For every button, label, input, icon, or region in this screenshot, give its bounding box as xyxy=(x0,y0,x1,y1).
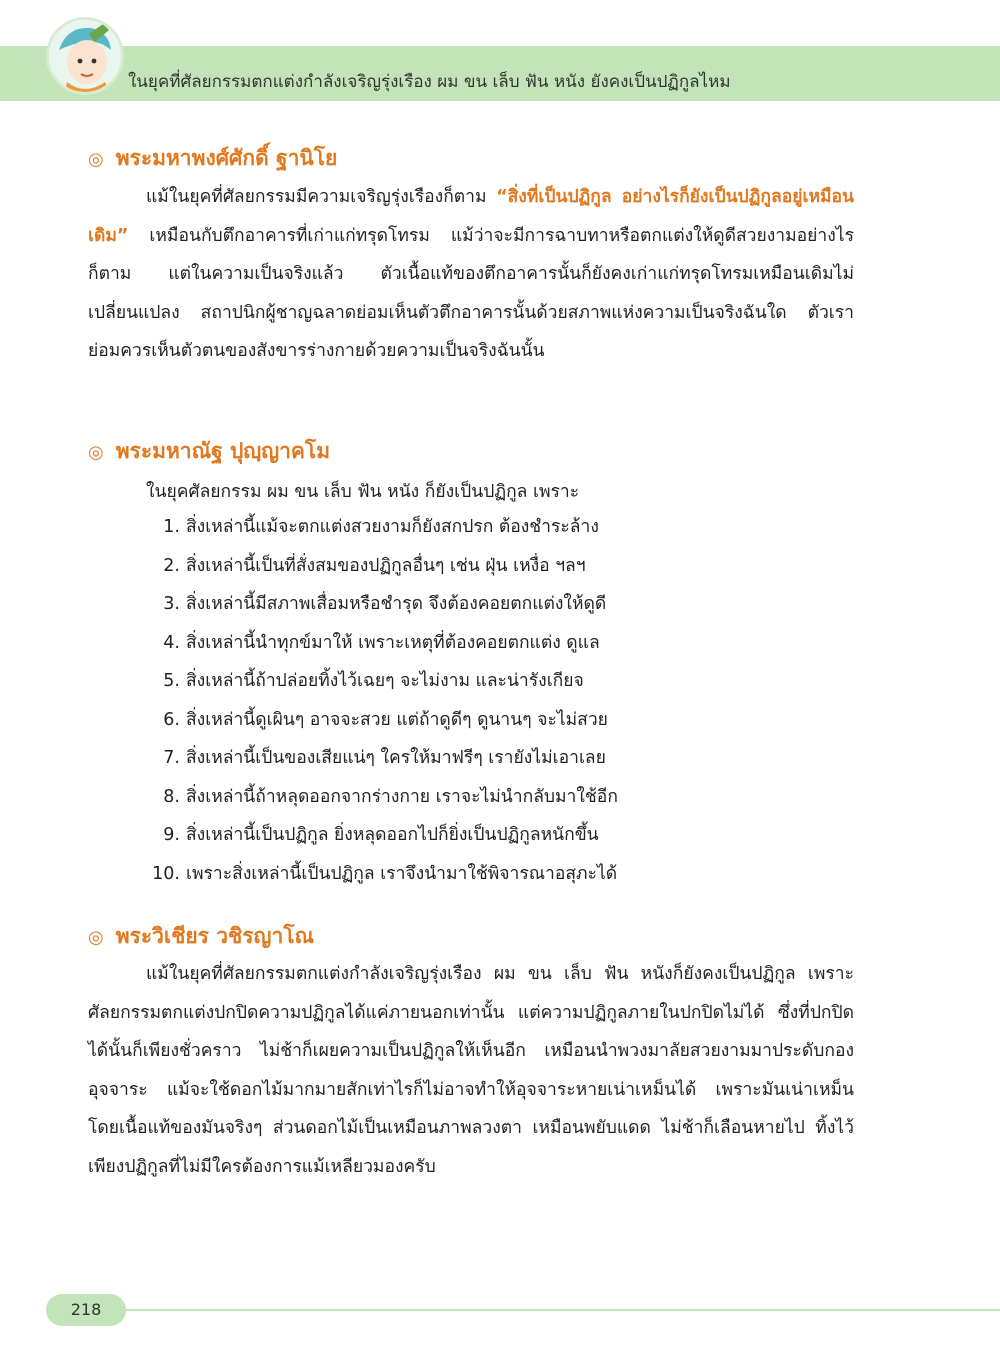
list-item-number: 7. xyxy=(163,748,180,768)
avatar xyxy=(46,17,124,95)
section-heading-3 xyxy=(88,920,314,954)
section-heading-text: พระมหาณัฐ ปุญฺญาคโม xyxy=(115,439,331,463)
list-item xyxy=(0,781,720,813)
list-item xyxy=(0,588,720,620)
list-item xyxy=(0,819,720,851)
bullet-icon: ◎ xyxy=(88,149,104,170)
list-item-number: 1. xyxy=(163,517,180,537)
list-item-number: 6. xyxy=(163,709,180,730)
list-item-text: สิ่งเหล่านี้ดูเผินๆ อาจจะสวย แต่ถ้าดูดีๆ ดูนานๆ จะไม่สวย xyxy=(186,709,608,730)
section-1-paragraph xyxy=(88,178,854,371)
list-item-text: สิ่งเหล่านี้เป็นที่สั่งสมของปฏิกูลอื่นๆ เช่น ฝุ่น เหงื่อ ฯลฯ xyxy=(186,555,586,576)
page-number: 218 xyxy=(46,1294,126,1326)
section-heading-1 xyxy=(88,142,337,176)
list-item xyxy=(0,627,720,659)
bullet-icon: ◎ xyxy=(88,927,104,948)
section-heading-2 xyxy=(88,435,330,469)
list-item-number: 8. xyxy=(163,786,180,807)
paragraph-text-after: เหมือนกับตึกอาคารที่เก่าแก่ทรุดโทรม แม้ว่าจะมีการฉาบทาหรือตกแต่งให้ดูดีสวยงามอย่างไรก็ตาม แต่ในความเป็นจริงแล้ว ตัวเนื้อแท้ของตึกอาคารนั้นก็ยังคงเก่าแก่ทรุดโทรมเหมือนเดิมไม่เปลี่ยนแปลง สถาปนิกผู้ชาญฉลาดย่อมเห็นตัวตึกอาคารนั้นด้วยสภาพแห่งความเป็นจริงฉันใด ตัวเราย่อมควรเห็นตัวตนของสังขารร่างกายด้วยความเป็นจริงฉันนั้น xyxy=(88,225,854,361)
list-item-text: สิ่งเหล่านี้แม้จะตกแต่งสวยงามก็ยังสกปรก ต้องชำระล้าง xyxy=(186,517,599,537)
section-3-paragraph xyxy=(88,955,854,1186)
list-item xyxy=(0,665,720,697)
list-item xyxy=(0,858,720,890)
paragraph-text-before: แม้ในยุคที่ศัลยกรรมมีความเจริญรุ่งเรืองก็ตาม xyxy=(146,187,497,207)
list-item-text: เพราะสิ่งเหล่านี้เป็นปฏิกูล เราจึงนำมาใช้พิจารณาอสุภะได้ xyxy=(186,863,618,884)
list-item-number: 5. xyxy=(163,671,180,691)
list-item-text: สิ่งเหล่านี้ถ้าปล่อยทิ้งไว้เฉยๆ จะไม่งาม และน่ารังเกียจ xyxy=(186,671,584,691)
list-item-text: สิ่งเหล่านี้นำทุกข์มาให้ เพราะเหตุที่ต้องคอยตกแต่ง ดูแล xyxy=(186,632,600,653)
reasons-intro: ในยุคศัลยกรรม ผม ขน เล็บ ฟัน หนัง ก็ยังเป็นปฏิกูล เพราะ xyxy=(146,482,580,502)
list-item-number: 4. xyxy=(163,632,180,653)
paragraph-text: แม้ในยุคที่ศัลยกรรมตกแต่งกำลังเจริญรุ่งเรือง ผม ขน เล็บ ฟัน หนังก็ยังคงเป็นปฏิกูล เพราะศัลยกรรมตกแต่งปกปิดความปฏิกูลได้แค่ภายนอกเท่านั้น แต่ความปฏิกูลภายในปกปิดไม่ได้ ซึ่งที่ปกปิดได้นั้นก็เพียงชั่วคราว ไม่ช้าก็เผยความเป็นปฏิกูลให้เห็นอีก เหมือนนำพวงมาลัยสวยงามมาประดับกองอุจจาระ แม้จะใช้ดอกไม้มากมายสักเท่าไรก็ไม่อาจทำให้อุจจาระหายเน่าเหม็นได้ เพราะมันเน่าเหม็นโดยเนื้อแท้ของมันจริงๆ ส่วนดอกไม้เป็นเหมือนภาพลวงตา เหมือนพยับแดด ไม่ช้าก็เลือนหายไป ทิ้งไว้เพียงปฏิกูลที่ไม่มีใครต้องการแม้เหลียวมองครับ xyxy=(88,964,854,1177)
list-item-text: สิ่งเหล่านี้ถ้าหลุดออกจากร่างกาย เราจะไม่นำกลับมาใช้อีก xyxy=(186,786,618,807)
bullet-icon: ◎ xyxy=(88,442,104,463)
list-item xyxy=(0,742,720,774)
list-item-text: สิ่งเหล่านี้เป็นปฏิกูล ยิ่งหลุดออกไปก็ยิ่งเป็นปฏิกูลหนักขึ้น xyxy=(186,825,599,845)
list-item xyxy=(0,550,720,582)
list-item-number: 3. xyxy=(163,594,180,614)
highlighted-quote: “สิ่งที่เป็นปฏิกูล อย่างไรก็ยังเป็นปฏิกูลอยู่เหมือนเดิม” xyxy=(88,187,855,246)
list-item-text: สิ่งเหล่านี้มีสภาพเสื่อมหรือชำรุด จึงต้องคอยตกแต่งให้ดูดี xyxy=(186,594,607,614)
monk-illustration-icon xyxy=(49,20,121,92)
section-heading-text: พระวิเชียร วชิรญาโณ xyxy=(115,924,315,948)
list-item-number: 10. xyxy=(152,863,180,884)
list-item-number: 2. xyxy=(163,555,180,576)
list-item-text: สิ่งเหล่านี้เป็นของเสียแน่ๆ ใครให้มาฟรีๆ เรายังไม่เอาเลย xyxy=(186,748,606,768)
footer-divider xyxy=(126,1309,1000,1311)
header-title: ในยุคที่ศัลยกรรมตกแต่งกำลังเจริญรุ่งเรือง ผม ขน เล็บ ฟัน หนัง ยังคงเป็นปฏิกูลไหม xyxy=(128,72,731,92)
list-item xyxy=(0,511,720,543)
section-heading-text: พระมหาพงศ์ศักดิ์ ฐานิโย xyxy=(115,146,338,170)
list-item-number: 9. xyxy=(163,825,180,845)
list-item xyxy=(0,704,720,736)
